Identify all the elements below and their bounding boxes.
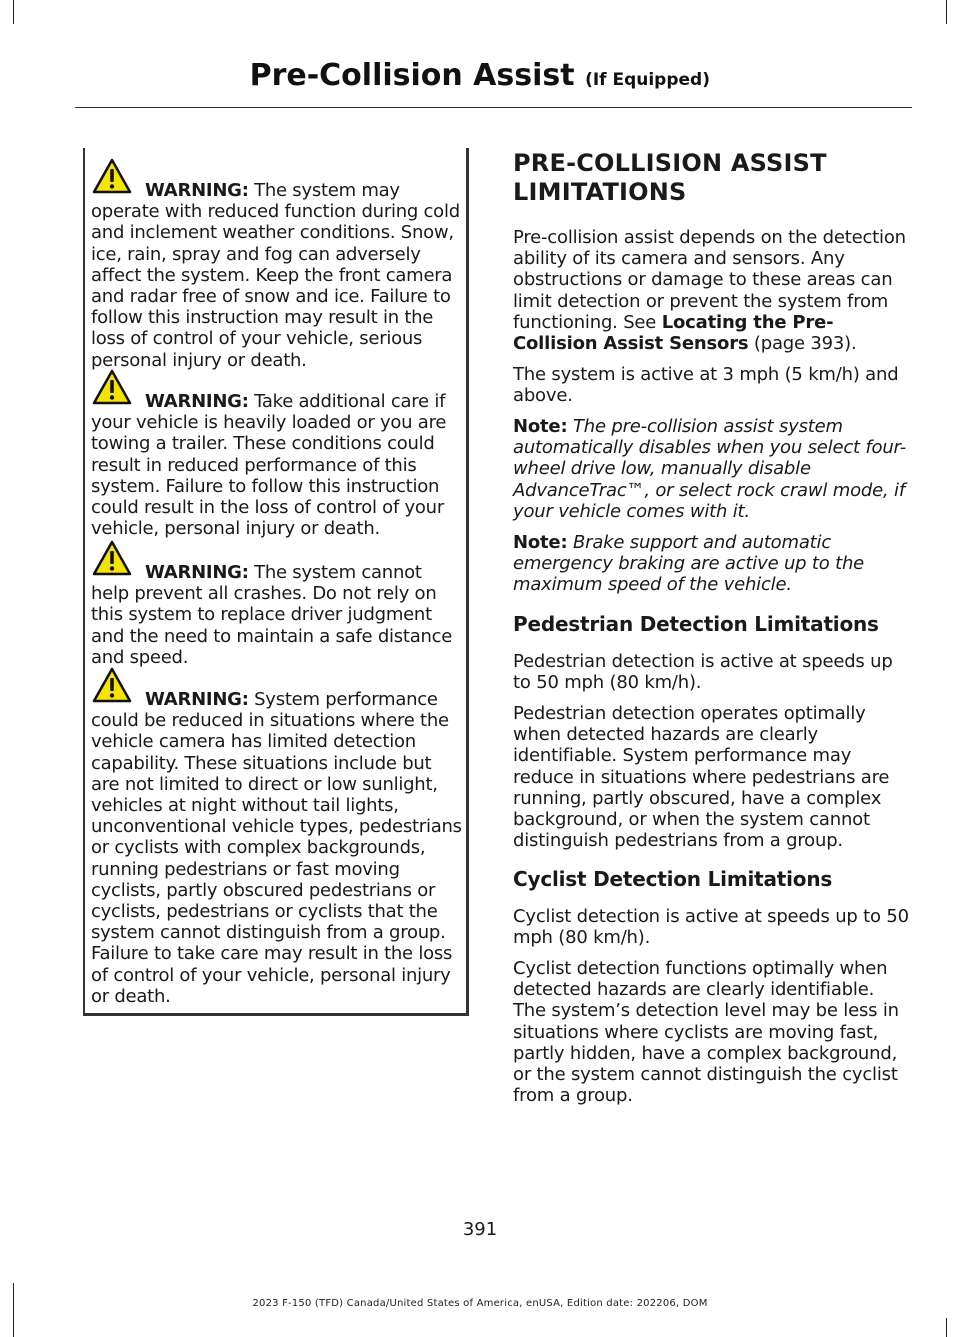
warning-paragraph-4 [91, 689, 464, 1007]
warning-label: WARNING: [145, 689, 249, 710]
warning-text: The system cannot help prevent all crashes. Do not rely on this system to replace driver judgment and the need to maintain a safe distance and speed. [91, 562, 453, 668]
warning-label: WARNING: [145, 180, 249, 201]
crop-mark-top-left [13, 0, 14, 24]
note-text: Brake support and automatic emergency braking are active up to the maximum speed of the vehicle. [513, 532, 865, 596]
footer-edition-info: 2023 F-150 (TFD) Canada/United States of America, enUSA, Edition date: 202206, DOM [252, 1298, 708, 1309]
warning-label: WARNING: [145, 391, 249, 412]
cyclist-paragraph-2: Cyclist detection functions optimally when detected hazards are clearly identifiable. The system’s detection level may be less in situations where cyclists are moving fast, partly hidden, have a complex background, or the system cannot distinguish the cyclist from a group. [513, 958, 899, 1107]
warning-paragraph-2 [91, 391, 464, 539]
section-heading-limitations: PRE-COLLISION ASSIST LIMITATIONS [513, 149, 827, 206]
header-divider [75, 107, 912, 108]
cyclist-paragraph-1: Cyclist detection is active at speeds up to 50 mph (80 km/h). [513, 906, 909, 949]
section-heading-cyclist: Cyclist Detection Limitations [513, 867, 833, 891]
limitations-text: Pre-collision assist depends on the detection ability of its camera and sensors. Any obstructions or damage to these areas can limit detection or prevent the system from functioning. See [513, 227, 906, 333]
sensors-page-link[interactable]: Locating the Pre-Collision Assist Sensors [513, 311, 834, 355]
pedestrian-paragraph-2: Pedestrian detection operates optimally when detected hazards are clearly identifiable. System performance may reduce in situations where pedestrians are running, partly obscured, have a complex background, or when the system cannot distinguish pedestrians from a group. [513, 703, 890, 852]
page-title-main: Pre-Collision Assist [249, 58, 575, 93]
page-title-subtitle: (If Equipped) [585, 70, 710, 90]
note-1 [513, 416, 909, 522]
note-text: The pre-collision assist system automatically disables when you select four-wheel drive low, manually disable AdvanceTrac™, or select rock crawl mode, if your vehicle comes with it. [513, 416, 907, 522]
limitations-paragraph-2: The system is active at 3 mph (5 km/h) and above. [513, 364, 899, 407]
warning-paragraph-3 [91, 562, 464, 668]
warning-label: WARNING: [145, 562, 249, 583]
pedestrian-paragraph-1: Pedestrian detection is active at speeds up to 50 mph (80 km/h). [513, 651, 893, 694]
section-heading-pedestrian: Pedestrian Detection Limitations [513, 612, 879, 636]
page-number: 391 [462, 1219, 498, 1240]
note-label: Note: [513, 532, 568, 553]
crop-mark-bottom-right [946, 1318, 947, 1337]
page-title [250, 58, 710, 93]
warning-paragraph-1 [91, 180, 464, 371]
warning-text: Take additional care if your vehicle is heavily loaded or you are towing a trailer. These conditions could result in reduced performance of this system. Failure to follow this instruction could result in the loss of control of your vehicle, personal injury or death. [91, 391, 447, 540]
note-2 [513, 532, 909, 596]
limitations-paragraph-1 [513, 227, 909, 354]
page-reference: (page 393). [748, 333, 857, 355]
note-label: Note: [513, 416, 568, 437]
crop-mark-top-right [946, 0, 947, 24]
warning-text: The system may operate with reduced function during cold and inclement weather conditions. Snow, ice, rain, spray and fog can adversely affect the system. Keep the front camera and radar free of snow and ice. Failure to follow this instruction may result in the loss of control of your vehicle, serious personal injury or death. [91, 180, 460, 371]
crop-mark-bottom-left [13, 1283, 14, 1337]
warning-text: System performance could be reduced in situations where the vehicle camera has limited detection capability. These situations include but are not limited to direct or low sunlight, vehicles at night without tail lights, unconventional vehicle types, pedestrians or cyclists with complex backgrounds, running pedestrians or fast moving cyclists, partly obscured pedestrians or cyclists, pedestrians or cyclists that the system cannot distinguish from a group. Failure to take care may result in the loss of control of your vehicle, personal injury or death. [91, 689, 462, 1007]
